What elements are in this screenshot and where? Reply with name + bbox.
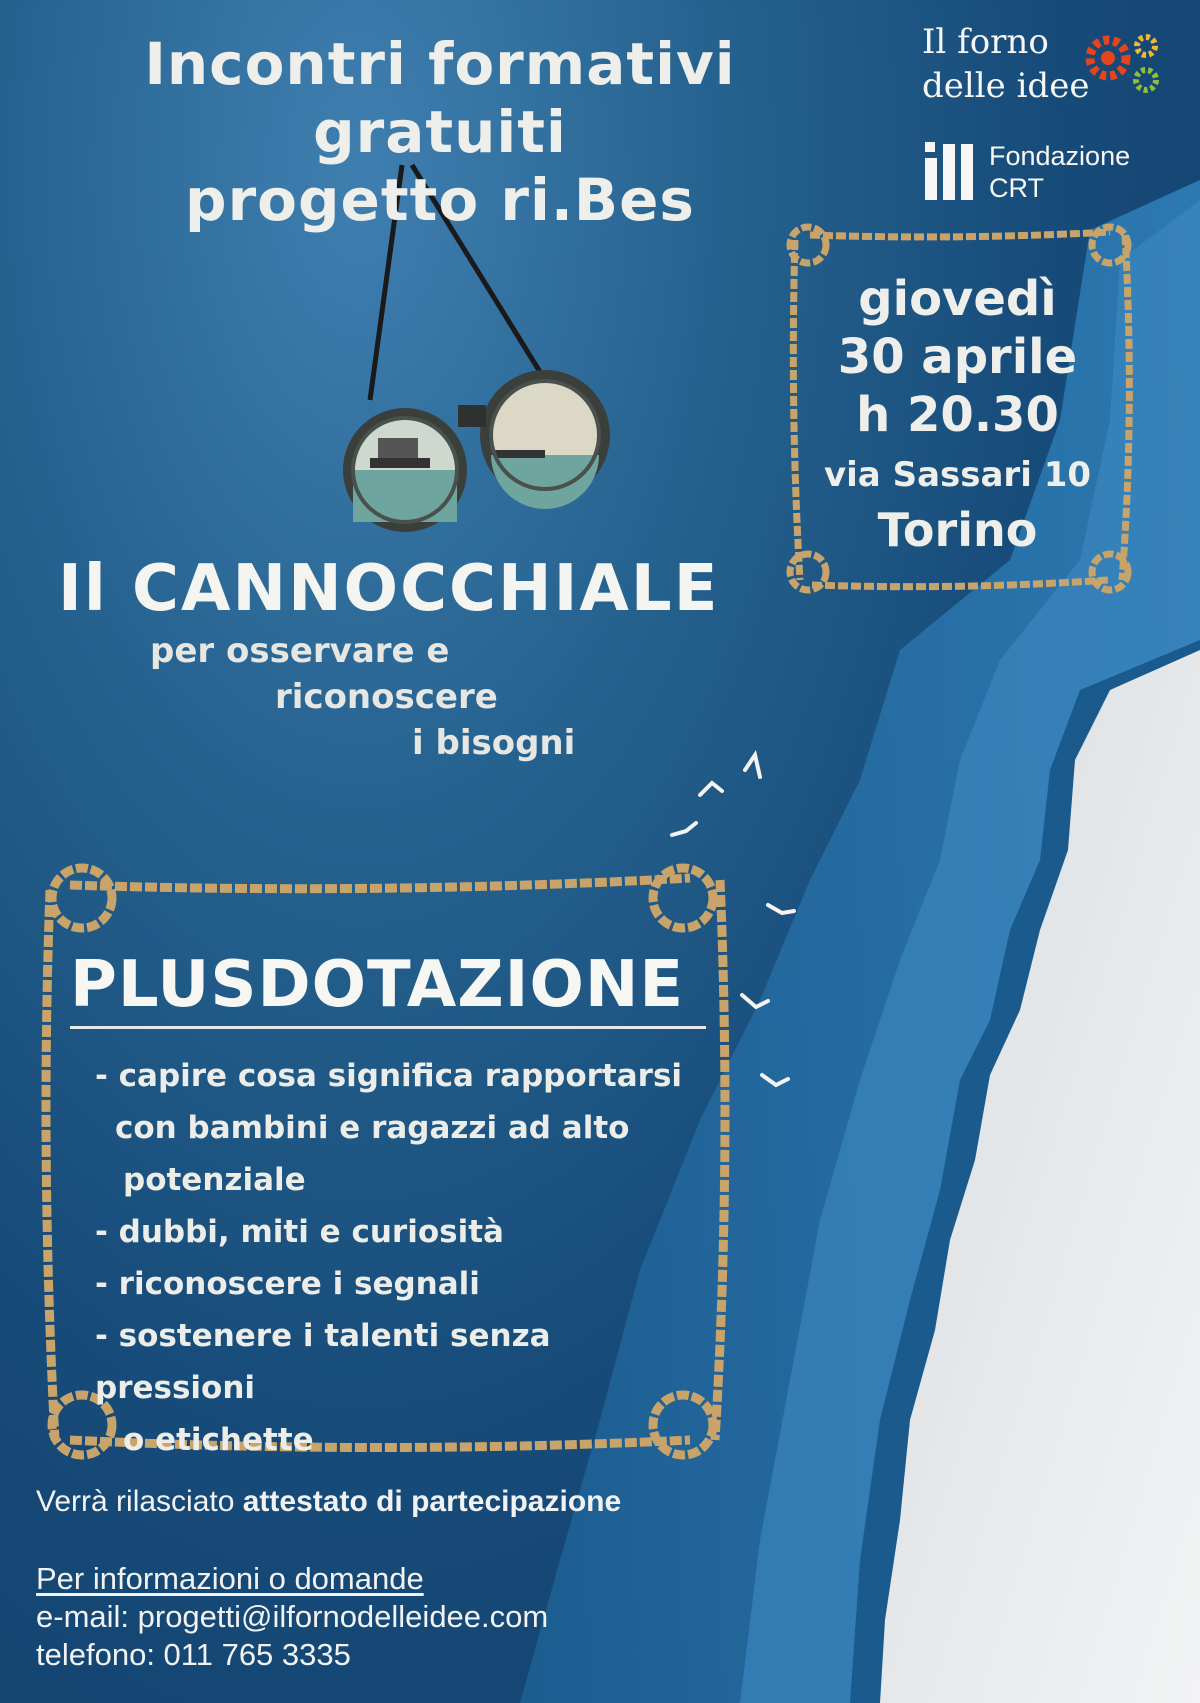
list-item: - capire cosa significa rapportarsi <box>95 1058 683 1094</box>
logo-forno-delle-idee <box>922 20 1089 108</box>
logo-forno-line2: delle idee <box>922 66 1090 106</box>
event-address: via Sassari 10 <box>823 455 1092 495</box>
logo-crt-line2: CRT <box>989 173 1045 203</box>
contact-heading: Per informazioni o domande <box>36 1561 424 1596</box>
event-city: Torino <box>877 503 1038 557</box>
list-item: - sostenere i talenti senza pressioni <box>95 1318 551 1406</box>
logo-crt-line1: Fondazione <box>989 141 1131 171</box>
topic-title: PLUSDOTAZIONE <box>70 950 706 1029</box>
headline <box>30 30 850 234</box>
list-item: o etichette <box>123 1422 314 1458</box>
event-title: Il CANNOCCHIALE <box>58 552 720 626</box>
subtitle-line3: i bisogni <box>412 723 576 763</box>
subtitle-line1: per osservare e <box>150 631 450 671</box>
list-item: potenziale <box>123 1162 306 1198</box>
list-item: - riconoscere i segnali <box>95 1266 480 1302</box>
event-time: h 20.30 <box>856 387 1059 443</box>
contact-phone[interactable]: telefono: 011 765 3335 <box>36 1637 351 1672</box>
list-item: con bambini e ragazzi ad alto <box>115 1110 630 1146</box>
headline-line1: Incontri formativi gratuiti <box>144 30 736 166</box>
headline-line2: progetto ri.Bes <box>185 166 695 234</box>
certificate-bold: attestato di partecipazione <box>242 1485 622 1518</box>
event-date: 30 aprile <box>837 329 1078 385</box>
topic-list <box>95 1050 715 1466</box>
list-item: - dubbi, miti e curiosità <box>95 1214 504 1250</box>
certificate-prefix: Verrà rilasciato <box>36 1485 243 1518</box>
gears-icon <box>1090 37 1156 90</box>
event-day: giovedì <box>858 271 1057 327</box>
subtitle-line2: riconoscere <box>275 677 498 717</box>
event-subtitle <box>150 628 575 766</box>
contact-email[interactable]: e-mail: progetti@ilfornodelleidee.com <box>36 1599 549 1634</box>
logo-fondazione-crt <box>925 140 1165 204</box>
certificate-note <box>36 1485 621 1519</box>
crt-bars-icon <box>925 142 983 200</box>
event-details <box>790 270 1125 560</box>
logo-forno-line1: Il forno <box>922 22 1049 62</box>
contact-info <box>36 1560 548 1674</box>
